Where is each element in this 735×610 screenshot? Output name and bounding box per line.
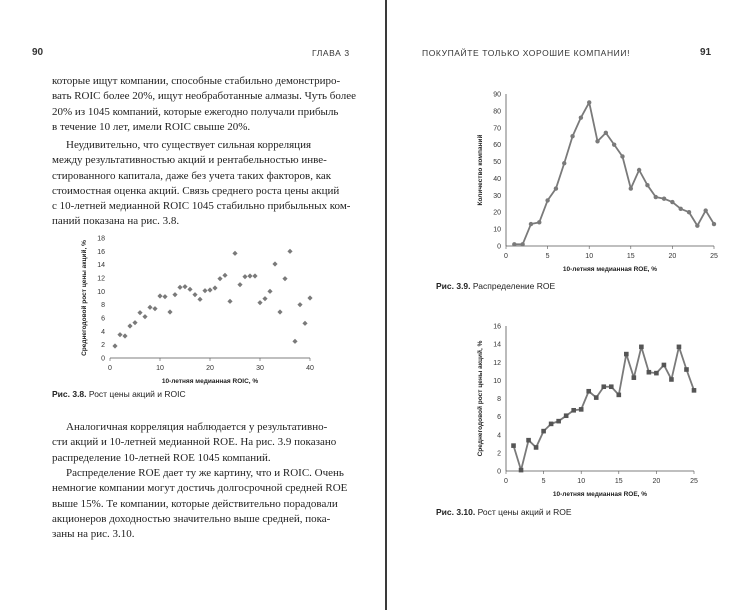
data-point [242, 274, 247, 279]
y-tick-label: 2 [101, 342, 105, 350]
text-line: распределение 10-летней ROE 1045 компаний. [52, 451, 271, 464]
text-line: немногие компании могут достичь долгосрочной средней ROE [52, 482, 348, 495]
y-tick-label: 0 [101, 355, 105, 363]
data-point [117, 332, 122, 337]
data-point [520, 242, 524, 246]
data-point [257, 300, 262, 305]
x-tick-label: 20 [668, 253, 677, 260]
y-tick-label: 4 [101, 328, 105, 336]
y-axis-label: Количество компаний [477, 134, 484, 206]
data-point [662, 197, 666, 201]
data-point [677, 345, 682, 350]
data-point [177, 285, 182, 290]
y-tick-label: 90 [493, 91, 501, 99]
data-point [197, 297, 202, 302]
data-point [227, 299, 232, 304]
text-line: Неудивительно, что существует сильная корреляция [66, 139, 312, 151]
data-point [217, 276, 222, 281]
data-point [595, 139, 599, 143]
y-tick-label: 2 [497, 450, 501, 458]
data-point [212, 285, 217, 290]
data-point [232, 251, 237, 256]
data-point [695, 224, 699, 228]
data-point [307, 295, 312, 300]
data-point [662, 363, 667, 368]
figure-label: Рис. 3.8. [52, 389, 87, 399]
y-tick-label: 60 [493, 142, 501, 150]
y-tick-label: 20 [493, 209, 501, 217]
data-point [162, 294, 167, 299]
data-point [519, 468, 524, 473]
page-number: 90 [32, 47, 44, 58]
x-tick-label: 30 [256, 365, 264, 372]
running-head: ГЛАВА 3 [312, 48, 350, 58]
data-point [267, 289, 272, 294]
paragraph-3 [52, 420, 369, 466]
data-point [182, 284, 187, 289]
figure-title: Распределение ROE [472, 281, 556, 291]
text-line: выше 15%. Те компании, которые действительно порадовали [52, 497, 338, 510]
figure-caption-3-9 [436, 281, 555, 291]
x-tick-label: 0 [108, 365, 112, 372]
figure-label: Рис. 3.9. [436, 281, 471, 291]
data-point [579, 115, 583, 119]
figure-caption-3-10 [436, 507, 572, 517]
y-tick-label: 0 [497, 243, 501, 251]
x-tick-label: 20 [206, 365, 214, 372]
data-point [167, 309, 172, 314]
data-point [620, 154, 624, 158]
data-point [687, 210, 691, 214]
text-line: стированного капитала, даже без учета таких факторов, как [52, 169, 332, 182]
data-point [526, 438, 531, 443]
y-tick-label: 14 [493, 341, 501, 349]
x-tick-label: 40 [306, 365, 314, 372]
series-line [514, 102, 714, 244]
text-line: Аналогичная корреляция наблюдается у результативно- [66, 421, 328, 433]
data-point [645, 183, 649, 187]
x-tick-label: 25 [690, 478, 698, 485]
data-point [609, 384, 614, 389]
data-point [554, 186, 558, 190]
data-point [654, 195, 658, 199]
data-point [147, 305, 152, 310]
figure-title: Рост цены акций и ROIC [88, 389, 186, 399]
data-point [541, 429, 546, 434]
y-tick-label: 12 [493, 359, 501, 367]
data-point [512, 242, 516, 246]
data-point [624, 352, 629, 357]
scatter-chart-roic [52, 230, 322, 390]
data-point [297, 302, 302, 307]
data-point [639, 345, 644, 350]
data-point [287, 249, 292, 254]
data-point [534, 445, 539, 450]
y-tick-label: 70 [493, 125, 501, 133]
data-point [545, 198, 549, 202]
x-tick-label: 0 [504, 478, 508, 485]
x-tick-label: 20 [652, 478, 661, 485]
text-line: в течение 10 лет, имели ROIC свыше 20%. [52, 120, 251, 133]
text-line: акционеров доходностью значительно выше средней, пока- [52, 512, 331, 525]
x-axis-label: 10-летняя медианная ROE, % [552, 491, 648, 498]
x-tick-label: 10 [156, 365, 164, 372]
text-line: паний показана на рис. 3.8. [52, 215, 180, 228]
data-point [604, 131, 608, 135]
text-line: которые ищут компании, способные стабильно демонстриро- [52, 75, 341, 87]
data-point [579, 407, 584, 412]
data-point [556, 419, 561, 424]
y-tick-label: 6 [497, 414, 501, 422]
figure-caption-3-8 [52, 389, 186, 399]
right-page [388, 0, 735, 610]
data-point [511, 443, 516, 448]
series-line [514, 347, 694, 470]
x-axis-label: 10-летняя медианная ROIC, % [161, 378, 259, 385]
data-point [669, 377, 674, 382]
x-tick-label: 15 [626, 253, 635, 260]
data-point [262, 296, 267, 301]
data-point [601, 384, 606, 389]
text-line: с 10-летней медианной ROIC 1045 стабильно прибыльных ком- [52, 200, 351, 213]
data-point [629, 186, 633, 190]
text-line: стоимостная оценка акций. Связь среднего роста цены акций [52, 184, 340, 197]
text-line: заны на рис. 3.10. [52, 528, 135, 541]
data-point [137, 310, 142, 315]
x-tick-label: 5 [541, 478, 546, 485]
y-tick-label: 16 [97, 248, 105, 256]
data-point [132, 320, 137, 325]
y-axis-label: Среднегодовой рост цены акций, % [477, 340, 484, 457]
y-tick-label: 80 [493, 108, 501, 116]
data-point [272, 261, 277, 266]
y-tick-label: 14 [97, 262, 105, 270]
data-point [703, 208, 707, 212]
data-point [670, 200, 674, 204]
data-point [529, 222, 533, 226]
page-number: 91 [700, 47, 712, 58]
data-point [292, 339, 297, 344]
y-tick-label: 10 [97, 288, 105, 296]
paragraph-2 [52, 138, 369, 230]
data-point [647, 370, 652, 375]
data-point [172, 292, 177, 297]
data-point [564, 413, 569, 418]
y-tick-label: 4 [497, 432, 501, 440]
figure-label: Рис. 3.10. [436, 507, 476, 517]
x-tick-label: 0 [504, 253, 508, 260]
x-axis-label: 10-летняя медианная ROE, % [562, 266, 658, 273]
data-point [692, 388, 697, 393]
figure-title: Рост цены акций и ROE [477, 507, 572, 517]
data-point [247, 273, 252, 278]
book-spine [385, 0, 387, 610]
y-tick-label: 8 [101, 302, 105, 310]
data-point [562, 161, 566, 165]
data-point [127, 323, 132, 328]
y-tick-label: 50 [493, 159, 501, 167]
line-chart-roe-returns [436, 318, 706, 503]
y-tick-label: 6 [101, 315, 105, 323]
y-tick-label: 0 [497, 468, 501, 476]
data-point [537, 220, 541, 224]
y-tick-label: 18 [97, 235, 105, 243]
data-point [192, 292, 197, 297]
y-tick-label: 10 [493, 226, 501, 234]
data-point [632, 375, 637, 380]
data-point [187, 287, 192, 292]
data-point [637, 168, 641, 172]
text-line: вать ROIC более 20%, ищут необработанные алмазы. Чуть более [52, 90, 357, 103]
y-tick-label: 8 [497, 396, 501, 403]
data-point [679, 207, 683, 211]
paragraph-4 [52, 466, 369, 542]
data-point [570, 134, 574, 138]
data-point [302, 321, 307, 326]
line-chart-roe-distribution [436, 88, 726, 278]
text-line: 20% из 1045 компаний, которые ежегодно получали прибыль [52, 105, 339, 118]
data-point [222, 273, 227, 278]
data-point [612, 142, 616, 146]
x-tick-label: 5 [545, 253, 550, 260]
x-tick-label: 15 [614, 478, 623, 485]
data-point [654, 371, 659, 376]
x-tick-label: 25 [710, 253, 718, 260]
data-point [684, 367, 689, 372]
data-point [152, 306, 157, 311]
text-line: Распределение ROE дает ту же картину, что и ROIC. Очень [66, 467, 344, 479]
data-point [277, 309, 282, 314]
running-head: ПОКУПАЙТЕ ТОЛЬКО ХОРОШИЕ КОМПАНИИ! [422, 48, 631, 58]
x-tick-label: 10 [577, 478, 586, 485]
data-point [142, 314, 147, 319]
data-point [237, 282, 242, 287]
paragraph-1 [52, 74, 369, 135]
data-point [112, 343, 117, 348]
data-point [549, 422, 554, 427]
data-point [207, 287, 212, 292]
data-point [586, 389, 591, 394]
data-point [282, 276, 287, 281]
data-point [587, 100, 591, 104]
data-point [571, 408, 576, 413]
data-point [594, 395, 599, 400]
data-point [202, 288, 207, 293]
y-tick-label: 10 [493, 377, 501, 385]
text-line: между результативностью акций и рентабельностью инве- [52, 154, 327, 167]
data-point [712, 222, 716, 226]
y-tick-label: 16 [493, 323, 501, 331]
x-tick-label: 10 [585, 253, 594, 260]
y-axis-label: Среднегодовой рост цены акций, % [81, 240, 88, 356]
data-point [252, 273, 257, 278]
y-tick-label: 30 [493, 192, 501, 200]
y-tick-label: 40 [493, 175, 501, 183]
data-point [122, 333, 127, 338]
y-tick-label: 12 [97, 275, 105, 283]
data-point [157, 293, 162, 298]
text-line: сти акций и 10-летней медианной ROE. На рис. 3.9 показано [52, 436, 337, 449]
data-point [617, 393, 622, 398]
